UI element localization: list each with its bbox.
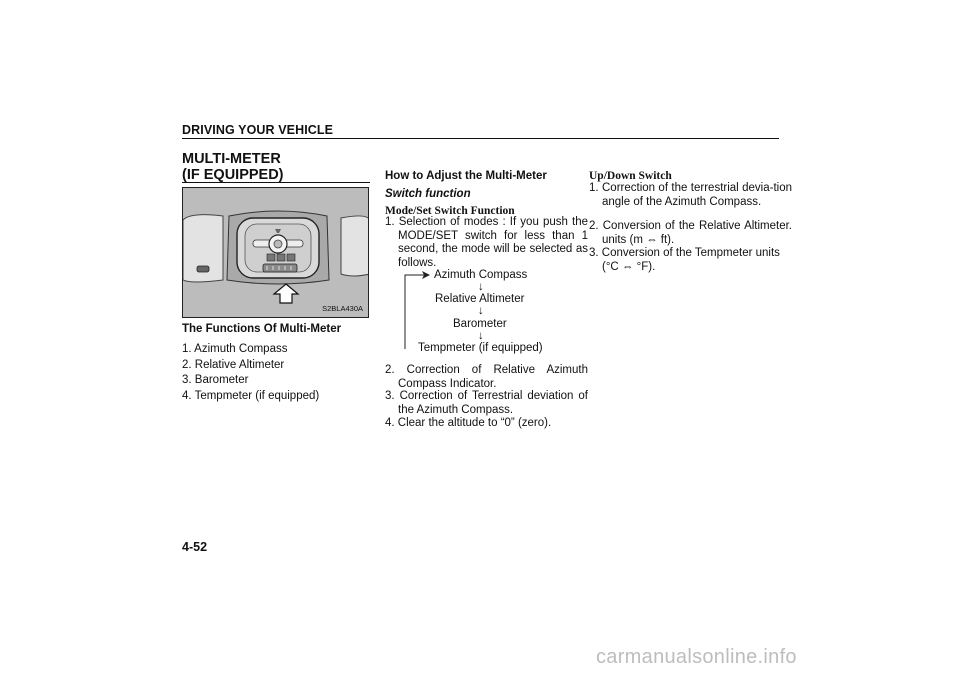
functions-item-2: 2. Relative Altimeter [182,358,285,371]
header-rule [182,138,779,139]
adjust-item-4: 4. Clear the altitude to “0” (zero). [385,417,552,429]
flow-arrow-1: ↓ [478,281,484,293]
functions-item-3: 3. Barometer [182,374,249,386]
page-header: DRIVING YOUR VEHICLE [182,123,334,137]
mode-flow-diagram [400,267,570,357]
updown-heading: Up/Down Switch [589,170,672,182]
flow-step-tempmeter: Tempmeter (if equipped) [418,342,543,354]
mode-set-heading: Mode/Set Switch Function [385,205,515,217]
functions-heading: The Functions Of Multi-Meter [182,323,342,335]
section-title-line1: MULTI-METER [182,151,281,167]
adjust-item-1: 1. Selection of modes : If you push the MODE/SET switch for less than 1 second, the mode will be selected as follows. [385,216,588,269]
multi-meter-illustration [182,187,369,318]
adjust-item-2: 2. Correction of Relative Azimuth Compass Indicator. [385,364,588,390]
adjust-heading: How to Adjust the Multi-Meter [385,170,547,182]
flow-arrow-3: ↓ [478,330,484,342]
page-number: 4-52 [182,540,208,554]
updown-item-3: 3. Conversion of the Tempmeter units (°C ⇔ °F). [589,247,780,273]
functions-item-4: 4. Tempmeter (if equipped) [182,389,320,402]
overhead-console-drawing [183,188,369,318]
flow-step-altimeter: Relative Altimeter [435,293,525,305]
figure-code: S2BLA430A [322,304,363,313]
functions-list [182,343,372,403]
section-title-line2: (IF EQUIPPED) [182,167,284,183]
flow-step-barometer: Barometer [453,318,507,330]
switch-function-heading: Switch function [385,188,471,200]
flow-step-azimuth: Azimuth Compass [434,269,528,281]
functions-item-1: 1. Azimuth Compass [182,343,288,355]
section-title [182,151,372,183]
flow-arrow-2: ↓ [478,305,484,317]
adjust-item-3: 3. Correction of Terrestrial deviation of the Azimuth Compass. [385,390,588,416]
updown-item-1: 1. Correction of the terrestrial devia-tion angle of the Azimuth Compass. [589,182,792,208]
section-title-rule [182,182,370,183]
watermark: carmanualsonline.info [596,646,797,668]
updown-item-2: 2. Conversion of the Relative Altimeter. units (m ⇔ ft). [589,220,792,246]
